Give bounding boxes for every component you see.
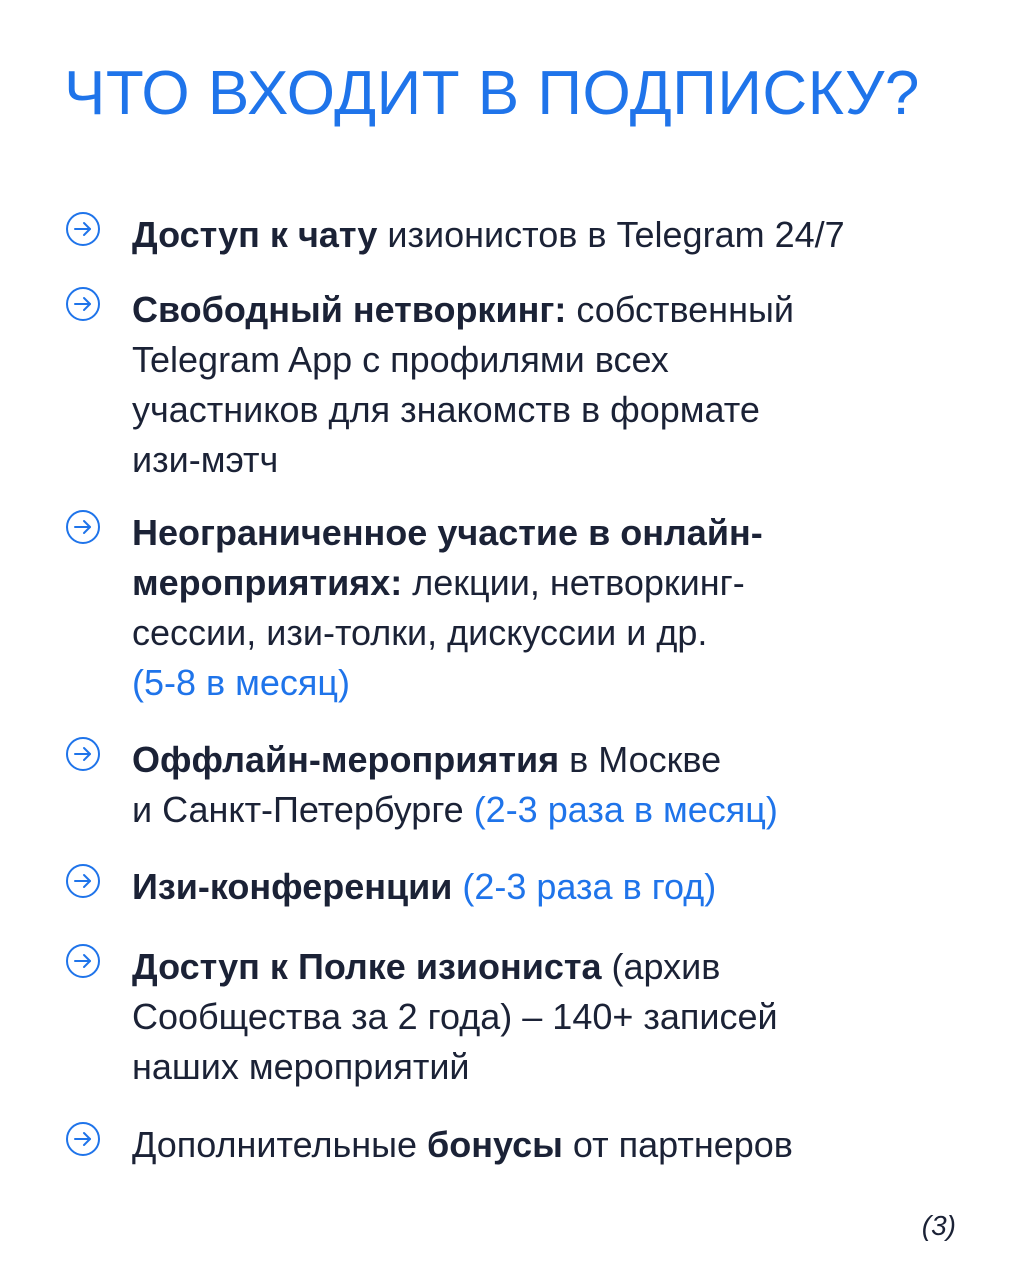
list-item-text <box>132 285 794 485</box>
text-segment: Доступ к Полке изиониста <box>132 946 602 987</box>
arrow-right-circle-icon <box>64 210 102 248</box>
text-segment: (5-8 в месяц) <box>132 662 351 703</box>
text-segment: в Москве и Санкт-Петербурге <box>132 739 722 830</box>
list-item <box>64 210 964 260</box>
list-item-text <box>132 735 778 835</box>
list-item-text <box>132 1120 793 1170</box>
arrow-right-circle-icon <box>64 1120 102 1158</box>
text-segment: Неограниченное участие в онлайн- мероприятиях: <box>132 512 763 603</box>
list-item <box>64 508 964 708</box>
text-segment: Свободный нетворкинг: <box>132 289 567 330</box>
list-item <box>64 1120 964 1170</box>
list-item <box>64 285 964 485</box>
text-segment: Дополнительные <box>132 1124 427 1165</box>
text-segment: (2-3 раза в месяц) <box>473 789 778 830</box>
list-item-text <box>132 508 763 708</box>
page-title: ЧТО ВХОДИТ В ПОДПИСКУ? <box>64 59 920 128</box>
text-segment: от партнеров <box>562 1124 793 1165</box>
text-segment <box>452 866 462 907</box>
list-item <box>64 942 964 1092</box>
list-item-text <box>132 862 716 912</box>
list-item-text <box>132 942 778 1092</box>
text-segment: лекции, нетворкинг- сессии, изи-толки, дискуссии и др. <box>132 562 745 653</box>
text-segment: Изи-конференции <box>132 866 453 907</box>
text-segment: Оффлайн-мероприятия <box>132 739 560 780</box>
text-segment: собственный Telegram App с профилями всех участников для знакомств в формате изи-мэтч <box>132 289 794 480</box>
arrow-right-circle-icon <box>64 508 102 546</box>
arrow-right-circle-icon <box>64 862 102 900</box>
list-item <box>64 862 964 912</box>
arrow-right-circle-icon <box>64 735 102 773</box>
text-segment: Доступ к чату <box>132 214 378 255</box>
list-item-text <box>132 210 845 260</box>
text-segment: (архив Сообщества за 2 года) – 140+ записей наших мероприятий <box>132 946 778 1087</box>
text-segment: (2-3 раза в год) <box>462 866 717 907</box>
page-number: (3) <box>921 1210 956 1241</box>
text-segment: изионистов в Telegram 24/7 <box>377 214 845 255</box>
list-item <box>64 735 964 835</box>
arrow-right-circle-icon <box>64 285 102 323</box>
text-segment: бонусы <box>426 1124 563 1165</box>
arrow-right-circle-icon <box>64 942 102 980</box>
